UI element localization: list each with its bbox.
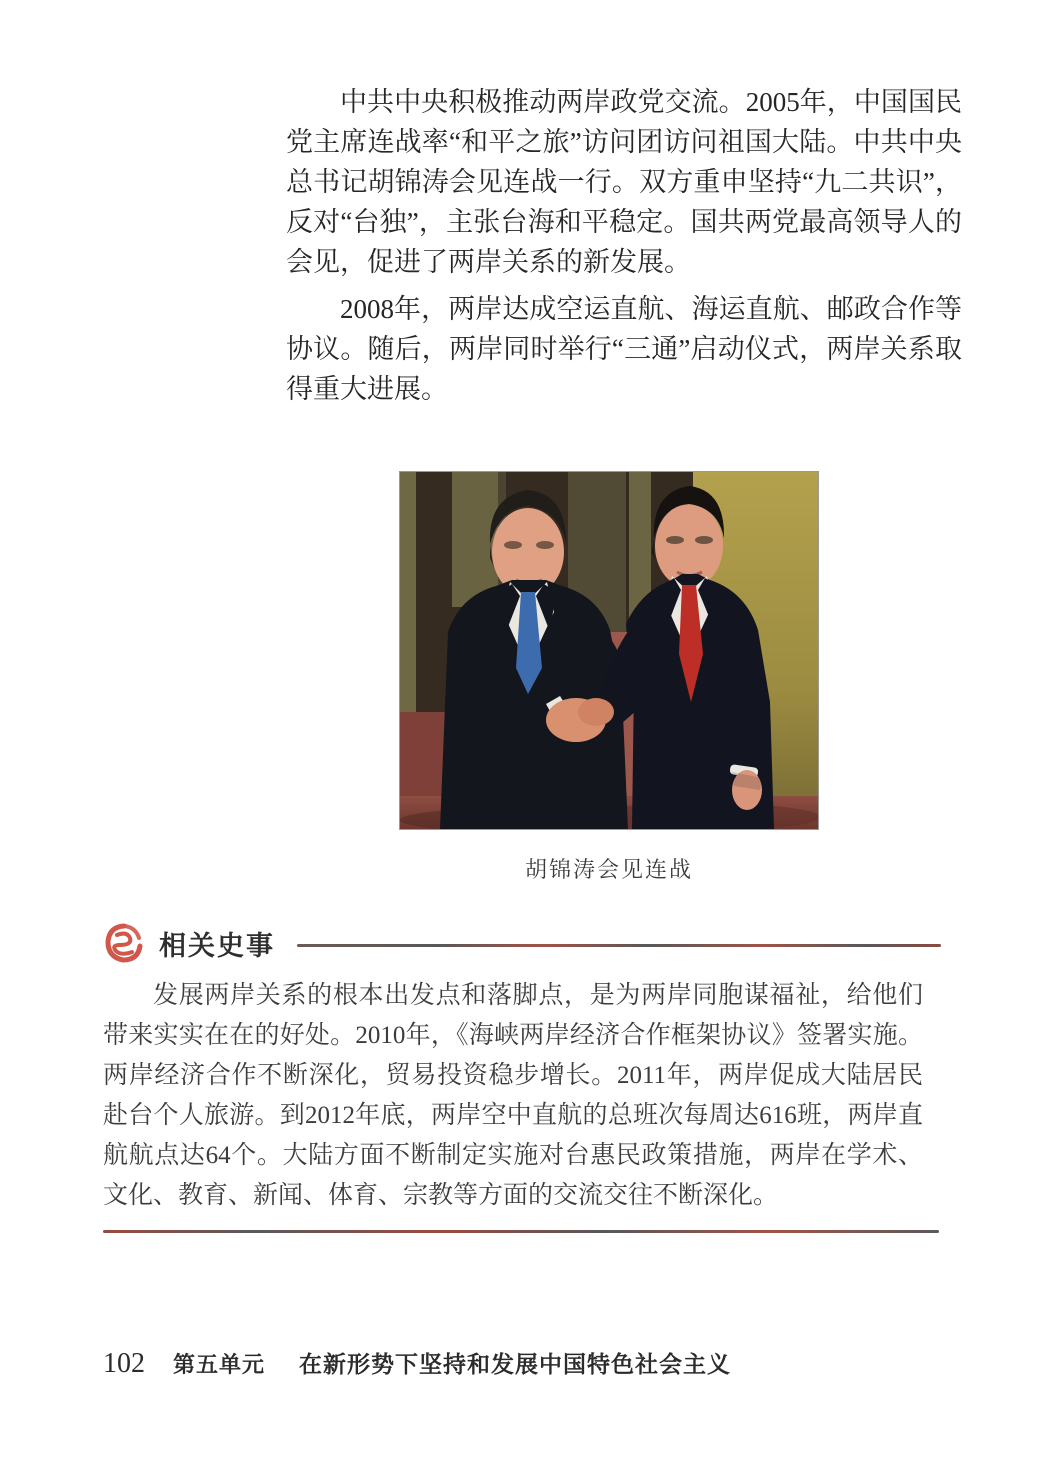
related-history-section <box>103 920 941 1233</box>
page-number: 102 <box>103 1348 145 1379</box>
related-header-rule <box>297 944 941 947</box>
page-footer <box>103 1346 731 1380</box>
footer-unit-title: 在新形势下坚持和发展中国特色社会主义 <box>299 1351 732 1377</box>
related-history-title: 相关史事 <box>159 930 275 961</box>
handshake-photo-illustration <box>400 472 818 829</box>
main-text-block <box>286 82 962 416</box>
figure <box>399 471 819 884</box>
related-history-header <box>103 920 941 966</box>
footer-unit-label: 第五单元 <box>173 1352 266 1377</box>
history-seal-icon <box>103 922 145 964</box>
related-history-body: 发展两岸关系的根本出发点和落脚点，是为两岸同胞谋福祉，给他们带来实实在在的好处。2010年，《海峡两岸经济合作框架协议》签署实施。两岸经济合作不断深化，贸易投资稳步增长。2011年，两岸促成大陆居民赴台个人旅游。到2012年底，两岸空中直航的总班次每周达616班，两岸直航航点达64个。大陆方面不断制定实施对台惠民政策措施，两岸在学术、文化、教育、新闻、体育、宗教等方面的交流交往不断深化。 <box>103 982 923 1209</box>
figure-caption: 胡锦涛会见连战 <box>524 857 693 882</box>
related-bottom-rule <box>103 1230 939 1233</box>
paragraph-three-links: 2008年，两岸达成空运直航、海运直航、邮政合作等协议。随后，两岸同时举行“三通”启动仪式，两岸关系取得重大进展。 <box>286 294 962 404</box>
photo-hu-lien-handshake <box>399 471 819 830</box>
paragraph-party-exchange: 中共中央积极推动两岸政党交流。2005年，中国国民党主席连战率“和平之旅”访问团访问祖国大陆。中共中央总书记胡锦涛会见连战一行。双方重申坚持“九二共识”，反对“台独”，主张台海和平稳定。国共两党最高领导人的会见，促进了两岸关系的新发展。 <box>286 87 962 277</box>
